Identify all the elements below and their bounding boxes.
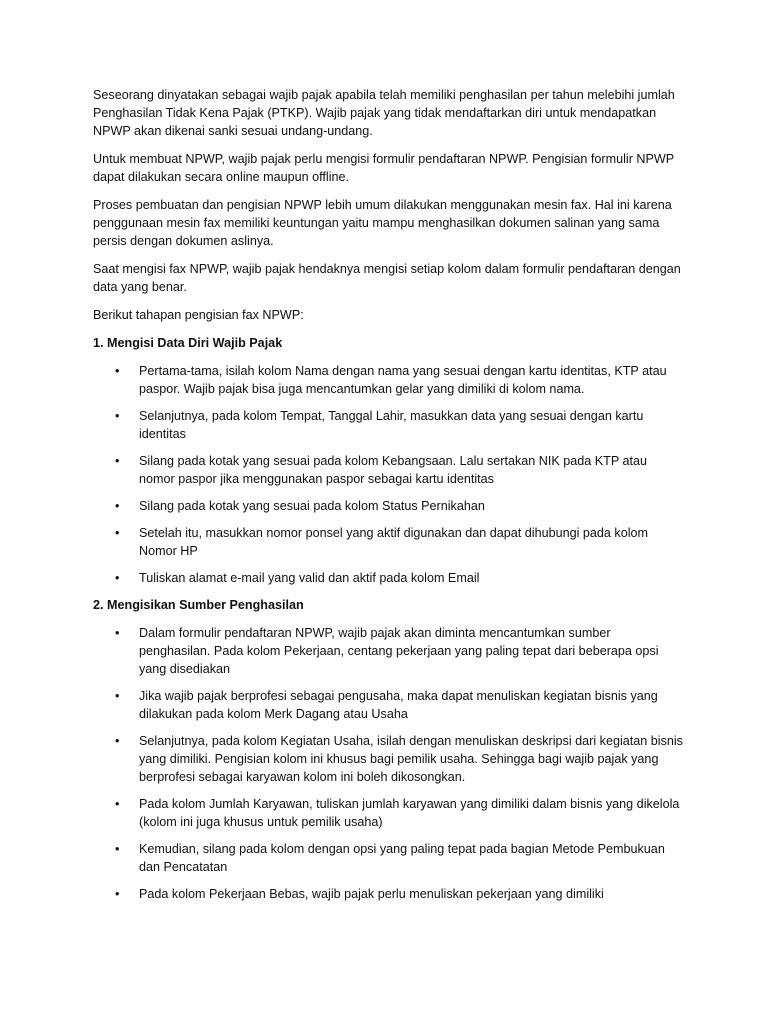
section-heading-personal-data: 1. Mengisi Data Diri Wajib Pajak bbox=[93, 336, 283, 350]
list-item bbox=[93, 362, 683, 398]
income-source-list bbox=[93, 624, 683, 903]
list-item-text: Selanjutnya, pada kolom Kegiatan Usaha, isilah dengan menuliskan deskripsi dari kegiatan bisnis yang dimiliki. Pengisian kolom ini khusus bagi pemilik usaha. Sehingga bagi wajib pajak yang berprofesi sebagai karyawan kolom ini boleh dikosongkan. bbox=[139, 734, 683, 784]
list-item-text: Pada kolom Jumlah Karyawan, tuliskan jumlah karyawan yang dimiliki dalam bisnis yang dikelola (kolom ini juga khusus untuk pemilik usaha) bbox=[139, 797, 680, 829]
paragraph-npwp-form: Untuk membuat NPWP, wajib pajak perlu mengisi formulir pendaftaran NPWP. Pengisian formulir NPWP dapat dilakukan secara online maupun offline. bbox=[93, 152, 674, 184]
section-heading-income-source: 2. Mengisikan Sumber Penghasilan bbox=[93, 598, 304, 612]
list-item-text: Silang pada kotak yang sesuai pada kolom Status Pernikahan bbox=[139, 499, 485, 513]
bullet-icon: • bbox=[115, 409, 120, 423]
list-item bbox=[93, 624, 683, 678]
personal-data-list bbox=[93, 362, 683, 587]
list-item bbox=[93, 885, 683, 903]
list-item-text: Kemudian, silang pada kolom dengan opsi yang paling tepat pada bagian Metode Pembukuan dan Pencatatan bbox=[139, 842, 665, 874]
bullet-icon: • bbox=[115, 571, 120, 585]
bullet-icon: • bbox=[115, 626, 120, 640]
bullet-icon: • bbox=[115, 364, 120, 378]
document-body bbox=[93, 86, 683, 912]
list-item-text: Jika wajib pajak berprofesi sebagai pengusaha, maka dapat menuliskan kegiatan bisnis yang dilakukan pada kolom Merk Dagang atau Usaha bbox=[139, 689, 658, 721]
bullet-icon: • bbox=[115, 689, 120, 703]
paragraph-fax-process: Proses pembuatan dan pengisian NPWP lebih umum dilakukan menggunakan mesin fax. Hal ini karena penggunaan mesin fax memiliki keuntungan yaitu mampu menghasilkan dokumen salinan yang sama persis dengan dokumen aslinya. bbox=[93, 198, 672, 248]
list-item-text: Pada kolom Pekerjaan Bebas, wajib pajak perlu menuliskan pekerjaan yang dimiliki bbox=[139, 887, 604, 901]
list-item bbox=[93, 452, 683, 488]
list-item bbox=[93, 687, 683, 723]
bullet-icon: • bbox=[115, 499, 120, 513]
list-item bbox=[93, 497, 683, 515]
bullet-icon: • bbox=[115, 842, 120, 856]
paragraph-ptkp: Seseorang dinyatakan sebagai wajib pajak apabila telah memiliki penghasilan per tahun melebihi jumlah Penghasilan Tidak Kena Pajak (PTKP). Wajib pajak yang tidak mendaftarkan diri untuk mendapatkan NPWP akan dikenai sanki sesuai undang-undang. bbox=[93, 88, 675, 138]
list-item bbox=[93, 569, 683, 587]
list-item bbox=[93, 795, 683, 831]
bullet-icon: • bbox=[115, 734, 120, 748]
list-item-text: Silang pada kotak yang sesuai pada kolom Kebangsaan. Lalu sertakan NIK pada KTP atau nomor paspor jika menggunakan paspor sebagai kartu identitas bbox=[139, 454, 648, 486]
list-item bbox=[93, 407, 683, 443]
bullet-icon: • bbox=[115, 887, 120, 901]
bullet-icon: • bbox=[115, 797, 120, 811]
bullet-icon: • bbox=[115, 454, 120, 468]
bullet-icon: • bbox=[115, 526, 120, 540]
paragraph-steps-intro: Berikut tahapan pengisian fax NPWP: bbox=[93, 308, 304, 322]
list-item bbox=[93, 732, 683, 786]
list-item-text: Tuliskan alamat e-mail yang valid dan aktif pada kolom Email bbox=[139, 571, 480, 585]
paragraph-fax-fill: Saat mengisi fax NPWP, wajib pajak hendaknya mengisi setiap kolom dalam formulir pendaftaran dengan data yang benar. bbox=[93, 262, 681, 294]
list-item-text: Dalam formulir pendaftaran NPWP, wajib pajak akan diminta mencantumkan sumber penghasilan. Pada kolom Pekerjaan, centang pekerjaan yang paling tepat dari beberapa opsi yang disediakan bbox=[139, 626, 659, 676]
list-item-text: Selanjutnya, pada kolom Tempat, Tanggal Lahir, masukkan data yang sesuai dengan kartu identitas bbox=[139, 409, 644, 441]
list-item-text: Pertama-tama, isilah kolom Nama dengan nama yang sesuai dengan kartu identitas, KTP atau paspor. Wajib pajak bisa juga mencantumkan gelar yang dimiliki di kolom nama. bbox=[139, 364, 667, 396]
list-item bbox=[93, 524, 683, 560]
list-item bbox=[93, 840, 683, 876]
list-item-text: Setelah itu, masukkan nomor ponsel yang aktif digunakan dan dapat dihubungi pada kolom Nomor HP bbox=[139, 526, 648, 558]
